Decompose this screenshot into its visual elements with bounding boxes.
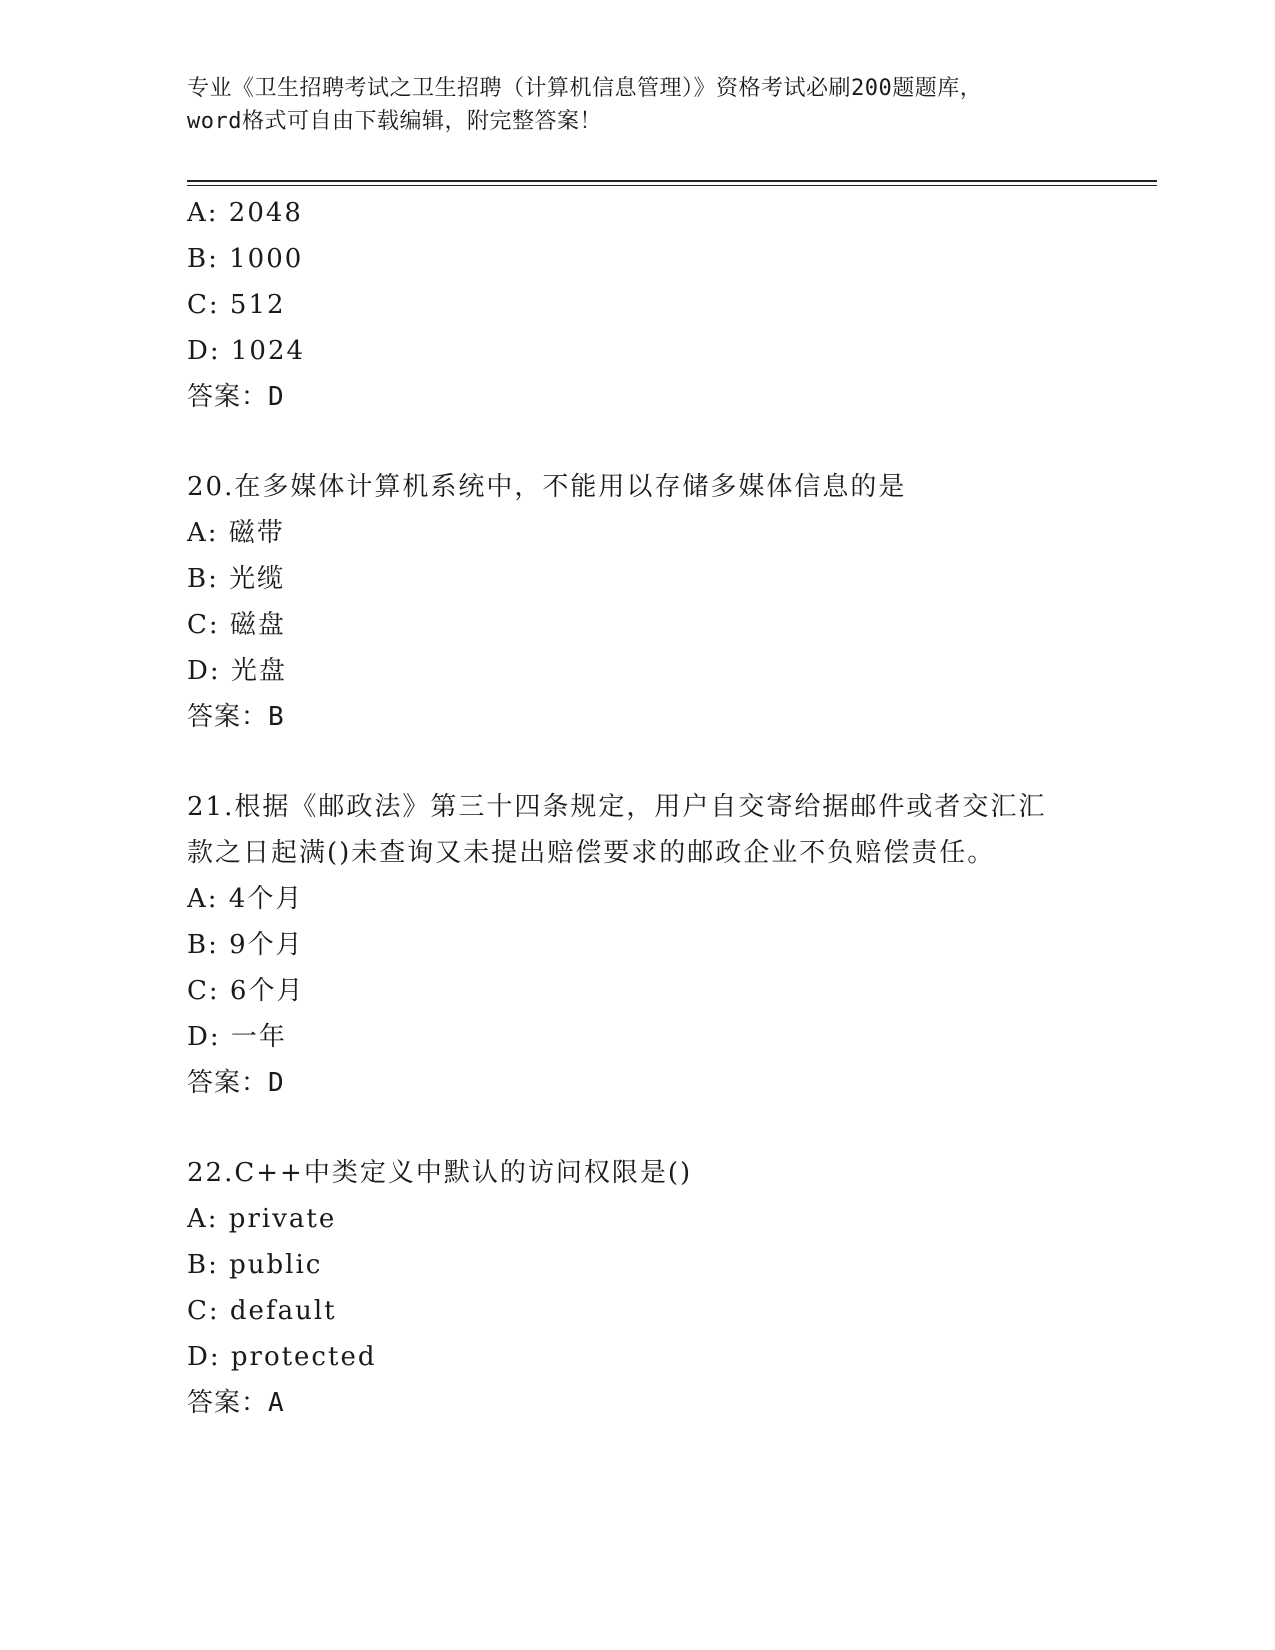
option-a: A: private	[187, 1204, 337, 1234]
answer-line: 答案：B	[187, 702, 285, 732]
spacer	[187, 420, 1087, 464]
option-a: A: 4个月	[187, 884, 304, 914]
header-line-2: word格式可自由下载编辑，附完整答案！	[187, 109, 602, 134]
question-stem-line-2: 款之日起满()未查询又未提出赔偿要求的邮政企业不负赔偿责任。	[187, 838, 996, 868]
option-a: A: 磁带	[187, 518, 285, 548]
header-line-1: 专业《卫生招聘考试之卫生招聘（计算机信息管理）》资格考试必刷200题题库，	[187, 76, 983, 101]
question-21	[187, 784, 1087, 1106]
option-b: B: 光缆	[187, 564, 286, 594]
option-c: C: 6个月	[187, 976, 305, 1006]
option-b: B: 9个月	[187, 930, 304, 960]
header-divider-thin	[187, 185, 1157, 186]
spacer	[187, 740, 1087, 784]
answer-line: 答案：D	[187, 1068, 285, 1098]
question-stem: 20.在多媒体计算机系统中，不能用以存储多媒体信息的是	[187, 472, 907, 502]
question-22	[187, 1150, 1087, 1426]
option-d: D: 光盘	[187, 656, 287, 686]
option-d: D: 1024	[187, 336, 306, 366]
question-19	[187, 190, 1087, 420]
option-c: C: 512	[187, 290, 286, 320]
answer-line: 答案：D	[187, 382, 285, 412]
document-header	[187, 72, 1087, 138]
question-20	[187, 464, 1087, 740]
option-c: C: default	[187, 1296, 337, 1326]
question-stem-line-1: 21.根据《邮政法》第三十四条规定，用户自交寄给据邮件或者交汇汇	[187, 792, 1047, 822]
header-divider-thick	[187, 180, 1157, 182]
question-list	[187, 190, 1087, 1426]
answer-line: 答案：A	[187, 1388, 285, 1418]
question-stem: 22.C++中类定义中默认的访问权限是()	[187, 1158, 693, 1188]
option-b: B: 1000	[187, 244, 304, 274]
option-d: D: 一年	[187, 1022, 287, 1052]
option-c: C: 磁盘	[187, 610, 286, 640]
spacer	[187, 1106, 1087, 1150]
option-b: B: public	[187, 1250, 323, 1280]
option-a: A: 2048	[187, 198, 303, 228]
option-d: D: protected	[187, 1342, 377, 1372]
